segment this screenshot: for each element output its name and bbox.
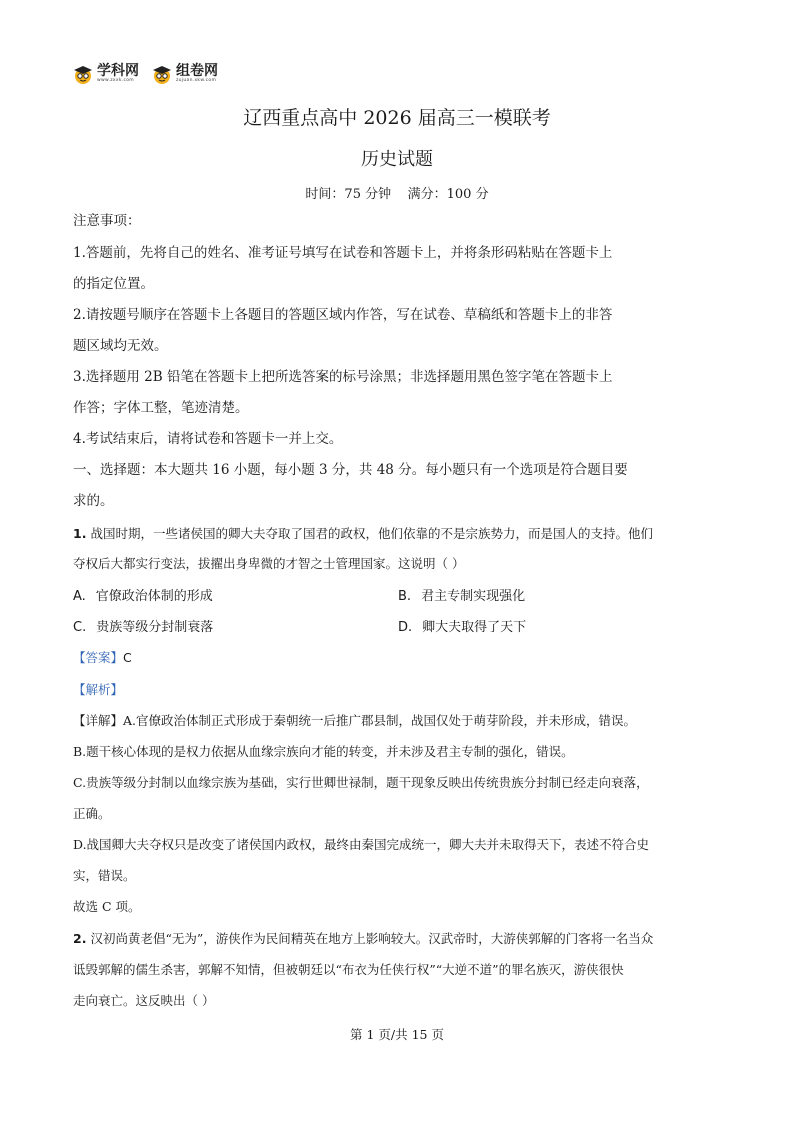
exam-subject: 历史试题 bbox=[361, 149, 433, 170]
logo-name: 学科网 bbox=[97, 63, 139, 80]
detail-conclusion: 故选 C 项。 bbox=[73, 899, 141, 914]
notice-line: 4.考试结束后，请将试卷和答题卡一并上交。 bbox=[73, 431, 343, 447]
logo-url: www.zxxk.com bbox=[97, 78, 134, 84]
question-number: 2. bbox=[73, 931, 87, 946]
section-heading: 一、选择题：本大题共 16 小题，每小题 3 分，共 48 分。每小题只有一个选项是符合题目要 bbox=[73, 462, 628, 478]
detail-line: C.贵族等级分封制以血缘宗族为基础，实行世卿世禄制，题干现象反映出传统贵族分封制已经走向衰落， bbox=[73, 775, 649, 790]
analysis-label: 【解析】 bbox=[73, 682, 124, 697]
logo-name: 组卷网 bbox=[176, 63, 218, 80]
xuekewang-logo bbox=[72, 63, 139, 85]
option-d: D. 卿大夫取得了天下 bbox=[398, 620, 527, 635]
graduation-cap-icon bbox=[151, 63, 173, 85]
detail-label: 【详解】 bbox=[73, 713, 124, 728]
option-a: A. 官僚政治体制的形成 bbox=[73, 589, 213, 604]
detail-line: 实，错误。 bbox=[73, 868, 136, 883]
question-2-stem-line: 走向衰亡。这反映出（ ） bbox=[73, 993, 215, 1008]
option-b: B. 君主专制实现强化 bbox=[398, 589, 526, 604]
question-2-stem bbox=[73, 933, 653, 946]
detail-line: 正确。 bbox=[73, 806, 111, 821]
header-logos bbox=[72, 60, 218, 88]
question-number: 1. bbox=[73, 526, 87, 541]
zujuanwang-logo bbox=[151, 63, 218, 85]
answer-label: 【答案】 bbox=[73, 650, 124, 665]
notice-line: 2.请按题号顺序在答题卡上各题目的答题区域内作答，写在试卷、草稿纸和答题卡上的非答 bbox=[73, 307, 613, 323]
exam-title: 辽西重点高中 2026 届高三一模联考 bbox=[243, 107, 551, 129]
question-text: 汉初尚黄老倡“无为”，游侠作为民间精英在地方上影响较大。汉武帝时，大游侠郭解的门客将一名当众 bbox=[90, 931, 654, 946]
notice-line: 作答；字体工整，笔迹清楚。 bbox=[73, 400, 249, 416]
detail-line: B.题干核心体现的是权力依据从血缘宗族向才能的转变，并未涉及君主专制的强化，错误。 bbox=[73, 744, 574, 759]
section-heading: 求的。 bbox=[73, 493, 114, 509]
page-footer: 第 1 页/共 15 页 bbox=[350, 1027, 444, 1042]
question-1-stem-line: 夺权后大都实行变法，拔擢出身卑微的才智之士管理国家。这说明（ ） bbox=[73, 556, 465, 571]
question-2-stem-line: 诋毁郭解的儒生杀害，郭解不知情，但被朝廷以“布衣为任侠行权”“大逆不道”的罪名族灭，游侠很快 bbox=[73, 962, 624, 977]
answer-value: C bbox=[123, 650, 132, 665]
question-1-stem bbox=[73, 528, 653, 541]
option-c: C. 贵族等级分封制衰落 bbox=[73, 620, 214, 635]
detail-line: D.战国卿大夫夺权只是改变了诸侯国内政权，最终由秦国完成统一，卿大夫并未取得天下，表述不符合史 bbox=[73, 837, 650, 852]
notice-line: 3.选择题用 2B 铅笔在答题卡上把所选答案的标号涂黑；非选择题用黑色签字笔在答题卡上 bbox=[73, 369, 613, 385]
question-text: 战国时期，一些诸侯国的卿大夫夺取了国君的政权，他们依靠的不是宗族势力，而是国人的支持。他们 bbox=[90, 526, 653, 541]
detail-line: 【详解】A.官僚政治体制正式形成于秦朝统一后推广郡县制，战国仅处于萌芽阶段，并未形成，错误。 bbox=[73, 713, 637, 728]
notice-heading: 注意事项： bbox=[73, 213, 141, 229]
exam-time-info: 时间：75 分钟 满分：100 分 bbox=[305, 187, 489, 202]
logo-url: zujuan.xkw.com bbox=[176, 78, 217, 84]
notice-line: 的指定位置。 bbox=[73, 276, 154, 292]
notice-line: 1.答题前，先将自己的姓名、准考证号填写在试卷和答题卡上，并将条形码粘贴在答题卡上 bbox=[73, 245, 613, 261]
graduation-cap-icon bbox=[72, 63, 94, 85]
answer bbox=[73, 652, 132, 665]
notice-line: 题区域均无效。 bbox=[73, 338, 168, 354]
